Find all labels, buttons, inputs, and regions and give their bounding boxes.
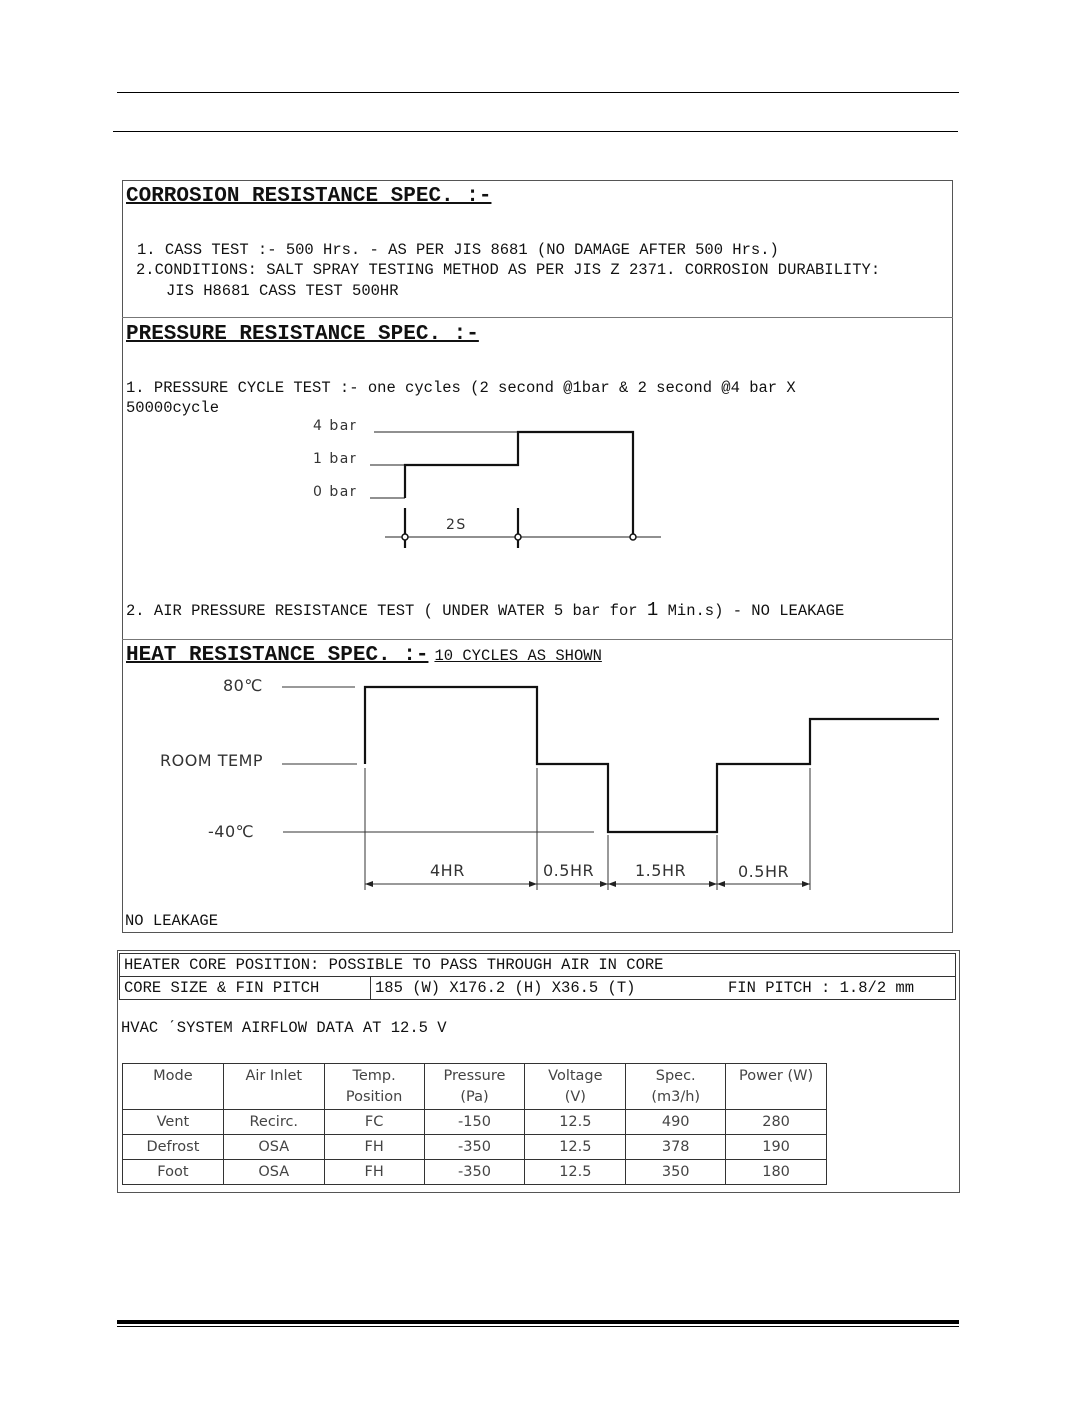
cell-pressure: -150 — [424, 1110, 525, 1135]
fin-pitch: FIN PITCH : 1.8/2 mm — [728, 979, 915, 997]
col-mode: Mode — [123, 1064, 224, 1110]
airflow-header-row — [123, 1064, 827, 1110]
core-size-cell — [371, 977, 956, 1000]
cell-voltage: 12.5 — [525, 1160, 626, 1185]
corrosion-line-3: JIS H8681 CASS TEST 500HR — [166, 282, 399, 300]
col-power: Power (W) — [726, 1064, 827, 1110]
col-temp-position: Temp. Position — [324, 1064, 424, 1110]
cell-air-inlet: Recirc. — [223, 1110, 324, 1135]
cell-mode: Defrost — [123, 1135, 224, 1160]
col-voltage: Voltage (V) — [525, 1064, 626, 1110]
label-1bar: 1 bar — [313, 451, 358, 467]
core-position-row — [120, 954, 956, 977]
pressure-line-1: 1. PRESSURE CYCLE TEST :- one cycles (2 second @1bar & 2 second @4 bar X — [126, 379, 796, 397]
heat-subtitle: 10 CYCLES AS SHOWN — [434, 647, 602, 665]
col-pressure: Pressure (Pa) — [424, 1064, 525, 1110]
label-minus40c: -40℃ — [208, 822, 255, 841]
arrow-4-right — [802, 881, 810, 887]
arrow-3-left — [608, 881, 616, 887]
core-size-value: 185 (W) X176.2 (H) X36.5 (T) — [375, 979, 636, 997]
core-size-row — [120, 977, 956, 1000]
cell-air-inlet: OSA — [223, 1160, 324, 1185]
duration-1-5hr: 1.5HR — [635, 861, 687, 880]
footer-rule-thin — [117, 1326, 959, 1327]
corrosion-line-1: 1. CASS TEST :- 500 Hrs. - AS PER JIS 8681 (NO DAMAGE AFTER 500 Hrs.) — [137, 241, 779, 259]
cell-pressure: -350 — [424, 1160, 525, 1185]
heat-title: HEAT RESISTANCE SPEC. :- — [126, 644, 429, 667]
table-row — [123, 1110, 827, 1135]
cell-temp-position: FC — [324, 1110, 424, 1135]
heat-footer: NO LEAKAGE — [125, 912, 219, 930]
air-test-prefix: 2. AIR PRESSURE RESISTANCE TEST ( UNDER WATER 5 bar for — [126, 602, 647, 620]
label-80c: 80℃ — [223, 676, 263, 695]
temperature-waveform — [365, 687, 939, 832]
airflow-title: HVAC ˊSYSTEM AIRFLOW DATA AT 12.5 V — [121, 1019, 447, 1037]
duration-0-5hr-a: 0.5HR — [543, 861, 595, 880]
cell-spec: 350 — [626, 1160, 726, 1185]
duration-4hr: 4HR — [430, 861, 465, 880]
label-0bar: 0 bar — [313, 484, 358, 500]
arrow-3-right — [709, 881, 717, 887]
cell-voltage: 12.5 — [525, 1135, 626, 1160]
label-room-temp: ROOM TEMP — [160, 751, 264, 770]
core-position: HEATER CORE POSITION: POSSIBLE TO PASS THROUGH AIR IN CORE — [120, 954, 956, 977]
cell-spec: 378 — [626, 1135, 726, 1160]
cell-mode: Vent — [123, 1110, 224, 1135]
pressure-line-2: 50000cycle — [126, 399, 220, 417]
cell-temp-position: FH — [324, 1160, 424, 1185]
cell-spec: 490 — [626, 1110, 726, 1135]
label-4bar: 4 bar — [313, 418, 358, 434]
col-air-inlet: Air Inlet — [223, 1064, 324, 1110]
cell-voltage: 12.5 — [525, 1110, 626, 1135]
air-test-num: 1 — [646, 599, 659, 621]
table-row — [123, 1160, 827, 1185]
corrosion-line-2: 2.CONDITIONS: SALT SPRAY TESTING METHOD AS PER JIS Z 2371. CORROSION DURABILITY: — [136, 261, 881, 279]
arrow-1-left — [365, 881, 373, 887]
airflow-table — [122, 1063, 827, 1185]
cell-pressure: -350 — [424, 1135, 525, 1160]
cell-power: 180 — [726, 1160, 827, 1185]
core-info-table — [119, 953, 956, 1000]
air-test-suffix: Min.s) - NO LEAKAGE — [658, 602, 845, 620]
arrow-2-right — [600, 881, 608, 887]
cell-power: 190 — [726, 1135, 827, 1160]
corrosion-title: CORROSION RESISTANCE SPEC. :- — [126, 185, 492, 208]
label-2s: 2S — [446, 517, 467, 533]
arrow-4-left — [717, 881, 725, 887]
duration-0-5hr-b: 0.5HR — [738, 862, 790, 881]
pressure-title: PRESSURE RESISTANCE SPEC. :- — [126, 323, 479, 346]
footer-rule-thick — [117, 1320, 959, 1324]
table-row — [123, 1135, 827, 1160]
cell-mode: Foot — [123, 1160, 224, 1185]
col-spec: Spec. (m3/h) — [626, 1064, 726, 1110]
cell-temp-position: FH — [324, 1135, 424, 1160]
core-size-label: CORE SIZE & FIN PITCH — [120, 977, 371, 1000]
cell-power: 280 — [726, 1110, 827, 1135]
arrow-1-right — [529, 881, 537, 887]
cell-air-inlet: OSA — [223, 1135, 324, 1160]
